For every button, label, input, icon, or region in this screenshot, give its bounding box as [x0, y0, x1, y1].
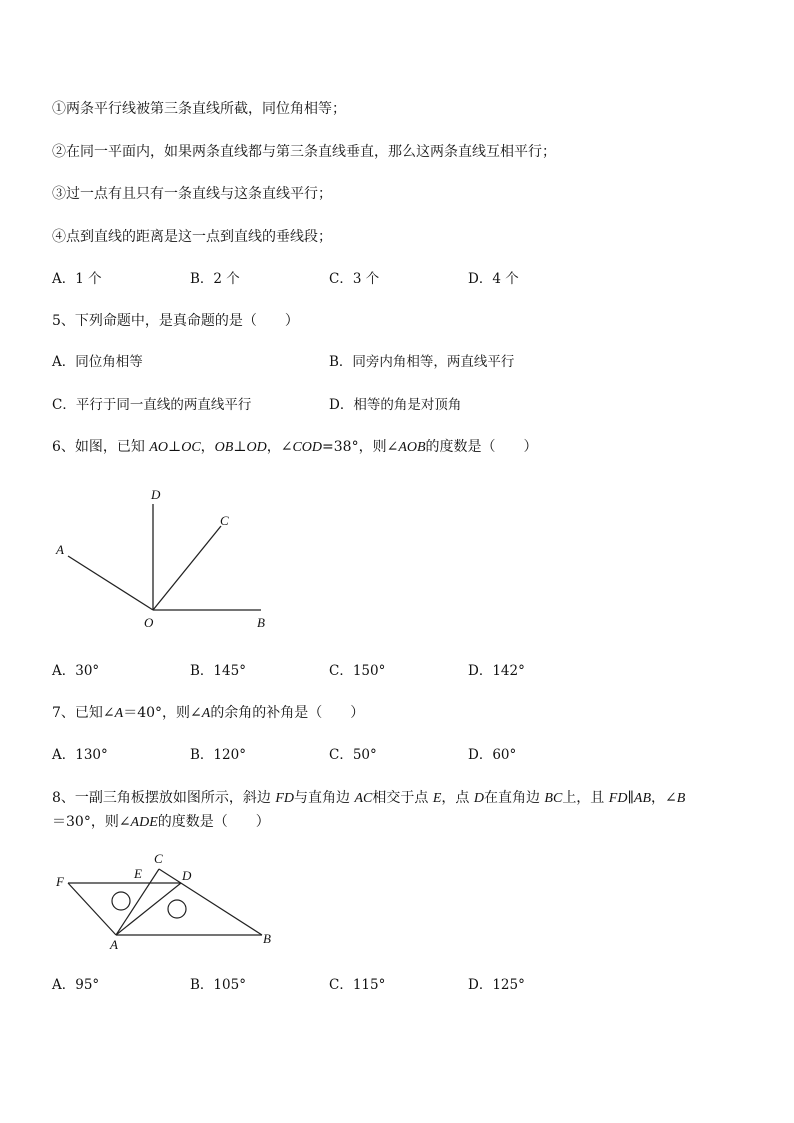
label-b: B [263, 931, 271, 946]
statement-4: ④点到直线的距离是这一点到直线的垂线段； [52, 229, 332, 245]
q7-stem: 7、已知∠A＝40°，则∠A的余角的补角是（ ） [52, 705, 365, 721]
q5-option-d: D．相等的角是对顶角 [329, 397, 462, 413]
q5-stem: 5、下列命题中，是真命题的是（ ） [52, 313, 299, 329]
q8-option-c: C．115° [329, 977, 386, 993]
q8-option-b: B．105° [190, 977, 246, 993]
label-d: D [151, 487, 161, 502]
label-o: O [144, 615, 154, 630]
q7-option-b: B．120° [190, 747, 246, 763]
q6-option-d: D．142° [468, 663, 525, 679]
q6-option-c: C．150° [329, 663, 386, 679]
q4-option-a: A．1 个 [52, 271, 102, 287]
statement-1: ①两条平行线被第三条直线所截，同位角相等； [52, 101, 346, 117]
q8-stem-line1: 8、一副三角板摆放如图所示，斜边 FD与直角边 AC相交于点 E，点 D在直角边 BC上，且 FD∥AB，∠B [52, 790, 686, 806]
q8-stem-line2: ＝30°，则∠ADE的度数是（ ） [52, 814, 270, 830]
q6-stem: 6、如图，已知 AO⊥OC，OB⊥OD，∠COD=38°，则∠AOB的度数是（ ） [52, 439, 538, 455]
q7-option-d: D．60° [468, 747, 517, 763]
label-a: A [56, 542, 64, 557]
label-c: C [154, 851, 163, 866]
label-a: A [110, 937, 118, 952]
q5-option-c: C．平行于同一直线的两直线平行 [52, 397, 252, 413]
hole-left [112, 892, 130, 910]
label-d: D [182, 868, 192, 883]
q4-option-b: B．2 个 [190, 271, 240, 287]
label-f: F [56, 874, 64, 889]
segment-fa [68, 883, 116, 935]
label-e: E [134, 866, 142, 881]
q6-option-a: A．30° [52, 663, 100, 679]
q7-option-a: A．130° [52, 747, 108, 763]
segment-cb [159, 869, 262, 935]
q5-option-b: B．同旁内角相等，两直线平行 [329, 354, 515, 370]
q7-option-c: C．50° [329, 747, 377, 763]
statement-2: ②在同一平面内，如果两条直线都与第三条直线垂直，那么这两条直线互相平行； [52, 144, 556, 160]
label-b: B [257, 615, 265, 630]
q8-option-d: D．125° [468, 977, 525, 993]
label-c: C [220, 513, 229, 528]
hole-right [168, 900, 186, 918]
statement-3: ③过一点有且只有一条直线与这条直线平行； [52, 186, 332, 202]
q5-option-a: A．同位角相等 [52, 354, 143, 370]
q4-option-d: D．4 个 [468, 271, 519, 287]
q8-option-a: A．95° [52, 977, 100, 993]
q4-option-c: C．3 个 [329, 271, 380, 287]
q6-option-b: B．145° [190, 663, 246, 679]
